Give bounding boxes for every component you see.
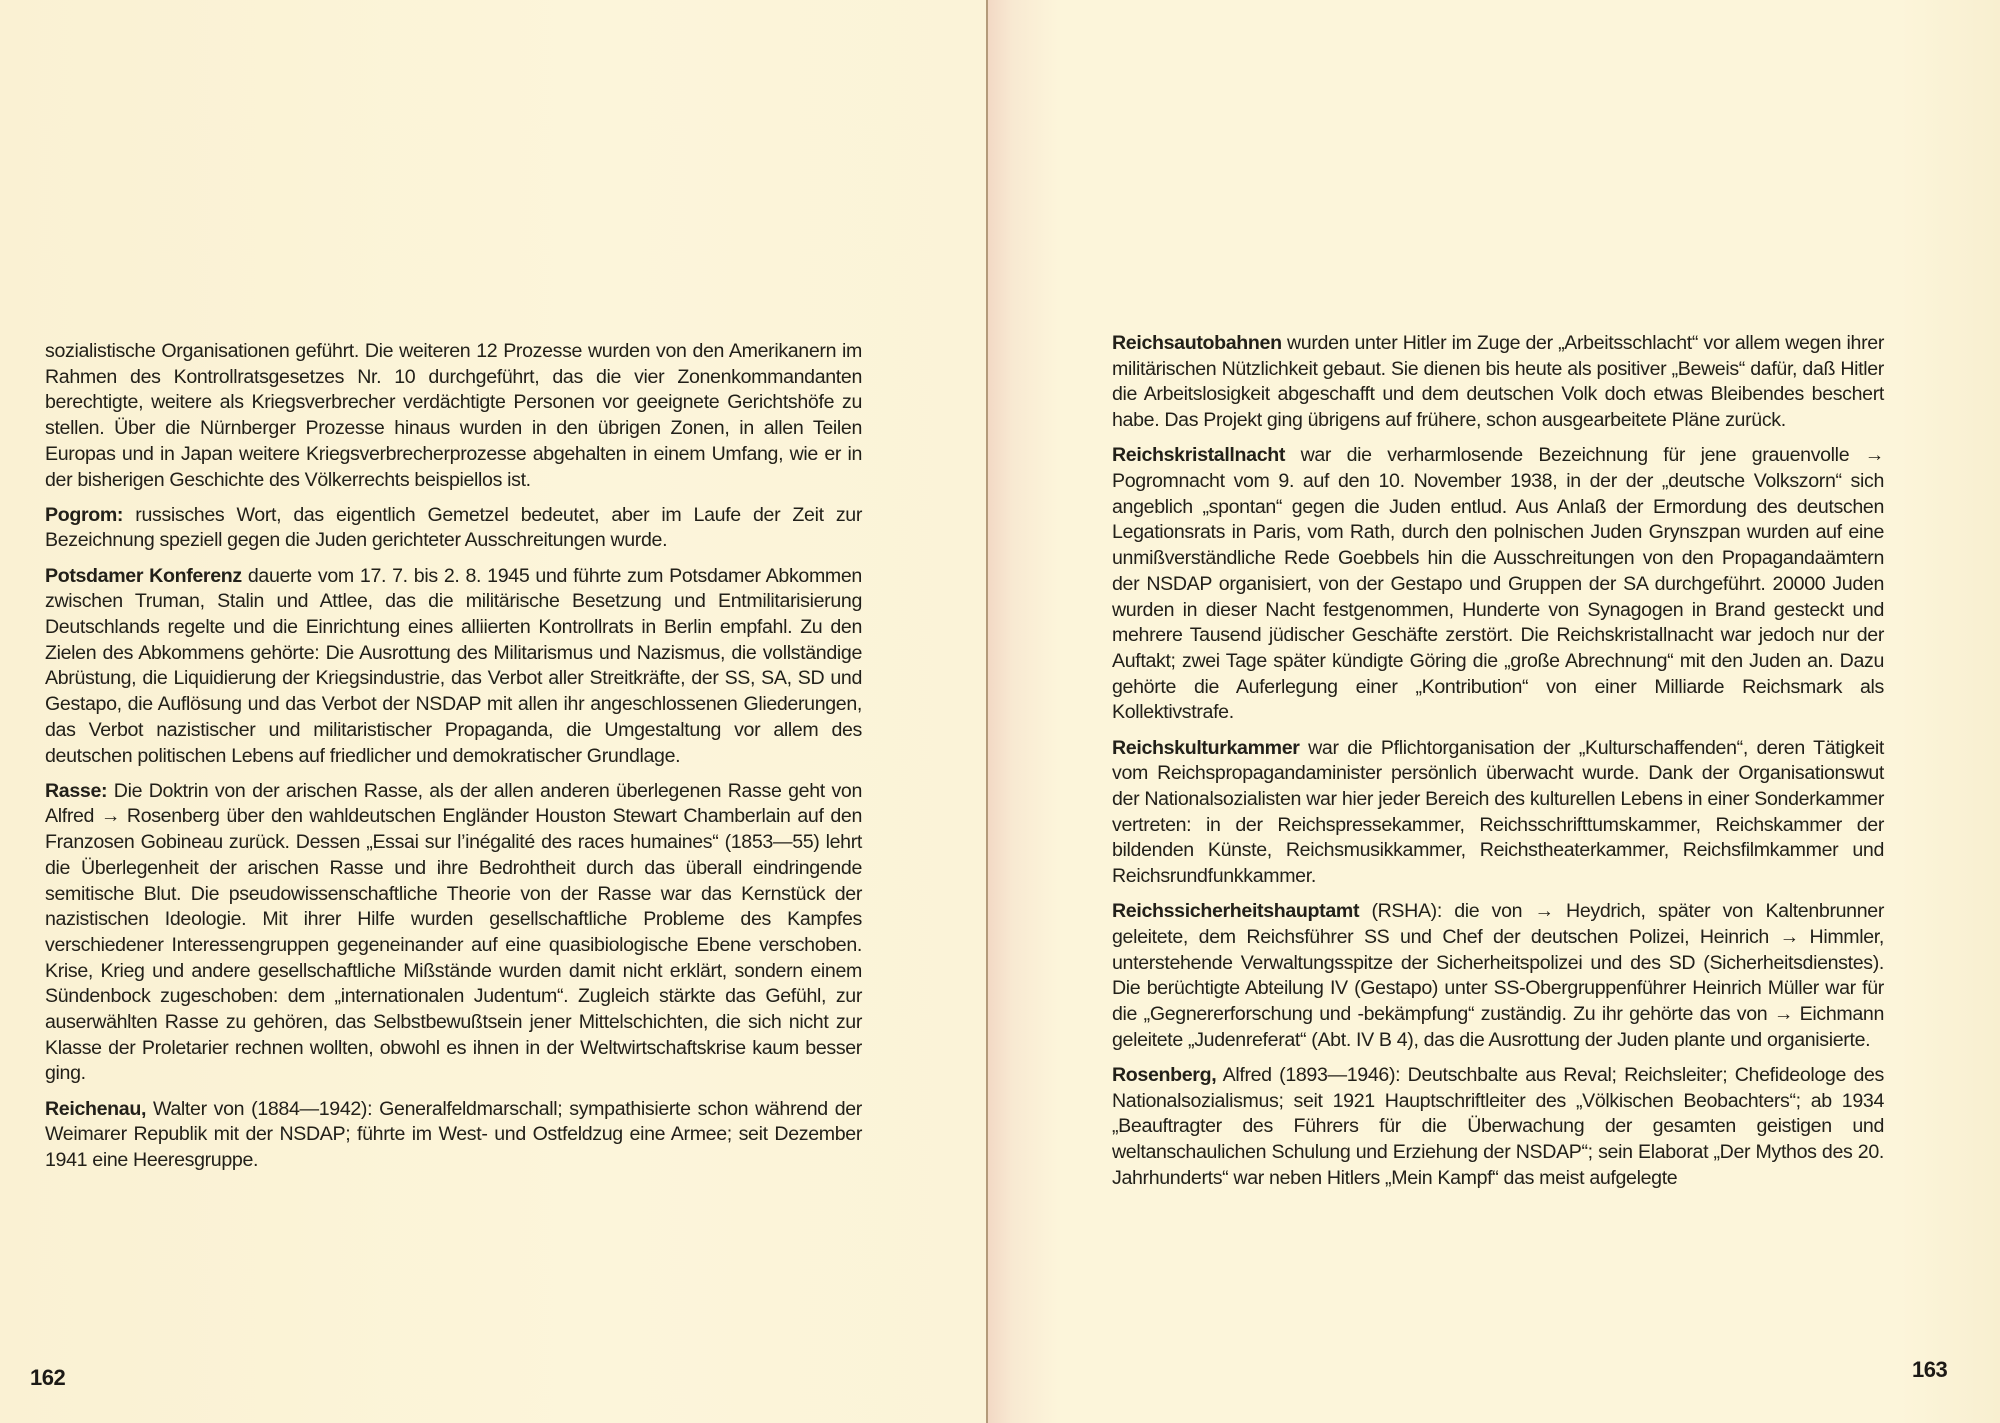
glossary-entry-reichssicherheitshauptamt (1112, 899, 1884, 1053)
right-page-text-column (1112, 331, 1884, 1201)
entry-term: Reichsautobahnen (1112, 332, 1282, 354)
entry-text: russisches Wort, das eigentlich Gemetzel bedeutet, aber im Laufe der Zeit zur Bezeichnung speziell gegen die Juden gerichteter Ausschreitungen wurde. (45, 503, 862, 552)
glossary-entry-rasse (45, 779, 862, 1087)
glossary-entry-reichskristallnacht (1112, 443, 1884, 726)
glossary-entry-rosenberg (1112, 1063, 1884, 1192)
page-number-left: 162 (30, 1365, 66, 1390)
book-spine (986, 0, 988, 1423)
entry-term: Reichssicherheitshauptamt (1112, 900, 1360, 923)
entry-text: wurden unter Hitler im Zuge der „Arbeitsschlacht“ vor allem wegen ihrer militärischen Nützlichkeit gebaut. Sie dienen bis heute als positiver „Beweis“ dafür, daß Hitler die Arbeitslosigkeit abgeschafft und dem deutschen Volk doch etwas Bleibendes beschert habe. Das Projekt ging übrigens auf frühere, schon ausgearbeitete Pläne zurück. (1112, 332, 1884, 432)
glossary-entry-pogrom (45, 503, 862, 554)
entry-text: Alfred (1893—1946): Deutschbalte aus Reval; Reichsleiter; Chefideologe des Nationalsozialismus; seit 1921 Hauptschriftleiter des „Völkischen Beobachters“; ab 1934 „Beauftragter des Führers für die Überwachung der gesamten geistigen und weltanschaulichen Schulung und Erziehung der NSDAP“; sein Elaborat „Der Mythos des 20. Jahrhunderts“ war neben Hitlers „Mein Kampf“ das meist aufgelegte (1112, 1063, 1884, 1189)
entry-text: war die Pflichtorganisation der „Kulturschaffenden“, deren Tätigkeit vom Reichspropagandaminister persönlich überwacht wurde. Dank der Organisationswut der Nationalsozialisten war hier jeder Bereich des kulturellen Lebens in einer Sonderkammer vertreten: in der Reichspressekammer, Reichsschrifttumskammer, Reichskammer der bildenden Künste, Reichsmusikkammer, Reichstheaterkammer, Reichsfilmkammer und Reichsrundfunkkammer. (1112, 736, 1884, 888)
entry-text: war die verharmlosende Bezeichnung für jene grauenvolle → Pogromnacht vom 9. auf den 10. November 1938, in der der „deutsche Volkszorn“ sich angeblich „spontan“ gegen die Juden entlud. Aus Anlaß der Ermordung des deutschen Legationsrats in Paris, vom Rath, durch den polnischen Juden Grynszpan wurden auf eine unmißverständliche Rede Goebbels hin die Ausschreitungen von den Propagandaämtern der NSDAP organisiert, von der Gestapo und Gruppen der SA durchgeführt. 20000 Juden wurden in dieser Nacht festgenommen, Hunderte von Synagogen in Brand gesteckt und mehrere Tausend jüdischer Geschäfte zerstört. Die Reichskristallnacht war jedoch nur der Auftakt; zwei Tage später kündigte Göring die „große Abrechnung“ mit den Juden an. Dazu gehörte die Auferlegung einer „Kontribution“ von einer Milliarde Reichsmark als Kollektivstrafe. (1112, 444, 1884, 724)
entry-term: Reichskulturkammer (1112, 736, 1300, 759)
entry-term: Reichskristallnacht (1112, 444, 1286, 467)
entry-text: Die Doktrin von der arischen Rasse, als der allen anderen überlegenen Rasse geht von Alfred → Rosenberg über den wahldeutschen Engländer Houston Stewart Chamberlain auf den Franzosen Gobineau zurück. Dessen „Essai sur l’inégalité des races humaines“ (1853—55) lehrt die Überlegenheit der arischen Rasse und ihre Bedrohtheit durch das überall eindringende semitische Blut. Die pseudowissenschaftliche Theorie von der Rasse war das Kernstück der nazistischen Ideologie. Mit ihrer Hilfe wurden gesellschaftliche Probleme des Kampfes verschiedener Interessengruppen gegeneinander auf eine quasibiologische Ebene verschoben. Krise, Krieg und andere gesellschaftliche Mißstände wurden damit nicht erklärt, sondern einem Sündenbock zugeschoben: dem „internationalen Judentum“. Zugleich stärkte das Gefühl, zur auserwählten Rasse zu gehören, das Selbstbewußtsein jener Mittelschichten, die sich nicht zur Klasse der Proletarier rechnen wollten, obwohl es ihnen in der Weltwirtschaftskrise kaum besser ging. (45, 779, 862, 1085)
page-number-right: 163 (1912, 1357, 1948, 1382)
entry-text: Walter von (1884—1942): Generalfeldmarschall; sympathisierte schon während der Weimarer Republik mit der NSDAP; führte im West- und Ostfeldzug eine Armee; seit Dezember 1941 eine Heeresgruppe. (45, 1097, 862, 1172)
glossary-entry-reichskulturkammer (1112, 736, 1884, 890)
continuation-text: sozialistische Organisationen geführt. Die weiteren 12 Prozesse wurden von den Amerikanern im Rahmen des Kontrollratsgesetzes Nr. 10 durchgeführt, das die vier Zonenkommandanten berechtigte, weitere als Kriegsverbrecher verdächtigte Personen vor geeignete Gerichtshöfe zu stellen. Über die Nürnberger Prozesse hinaus wurden in den übrigen Zonen, in allen Teilen Europas und in Japan weitere Kriegsverbrecherprozesse abgehalten in einem Umfang, wie er in der bisherigen Geschichte des Völkerrechts beispiellos ist. (45, 340, 862, 491)
entry-term: Reichenau, (45, 1097, 147, 1120)
entry-term: Rasse: (45, 779, 108, 802)
glossary-entry-reichsautobahnen (1112, 331, 1884, 434)
glossary-entry-potsdamer-konferenz (45, 564, 862, 770)
entry-term: Potsdamer Konferenz (45, 564, 242, 587)
entry-text: (RSHA): die von → Heydrich, später von Kaltenbrunner geleitete, dem Reichsführer SS und Chef der deutschen Polizei, Heinrich → Himmler, unterstehende Verwaltungsspitze der Sicherheitspolizei und des SD (Sicherheitsdienstes). Die berüchtigte Abteilung IV (Gestapo) unter SS-Obergruppenführer Heinrich Müller war für die „Gegnererforschung und -bekämpfung“ zuständig. Zu ihr gehörte das von → Eichmann geleitete „Judenreferat“ (Abt. IV B 4), das die Ausrottung der Juden plante und organisierte. (1112, 900, 1884, 1051)
glossary-entry-reichenau (45, 1097, 862, 1174)
entry-term: Pogrom: (45, 503, 124, 526)
entry-text: dauerte vom 17. 7. bis 2. 8. 1945 und führte zum Potsdamer Abkommen zwischen Truman, Stalin und Attlee, das die militärische Besetzung und Entmilitarisierung Deutschlands regelte und die Einrichtung eines alliierten Kontrollrats in Berlin empfahl. Zu den Zielen des Abkommens gehörte: Die Ausrottung des Militarismus und Nazismus, die vollständige Abrüstung, die Liquidierung der Kriegsindustrie, das Verbot aller Streitkräfte, der SS, SA, SD und Gestapo, die Auflösung und das Verbot der NSDAP mit allen ihr angeschlossenen Gliederungen, das Verbot nazistischer und militaristischer Propaganda, die Umgestaltung vor allem des deutschen politischen Lebens auf friedlicher und demokratischer Grundlage. (45, 564, 862, 767)
entry-term: Rosenberg, (1112, 1063, 1217, 1086)
continuation-paragraph (45, 339, 862, 493)
left-page-text-column (45, 339, 862, 1183)
